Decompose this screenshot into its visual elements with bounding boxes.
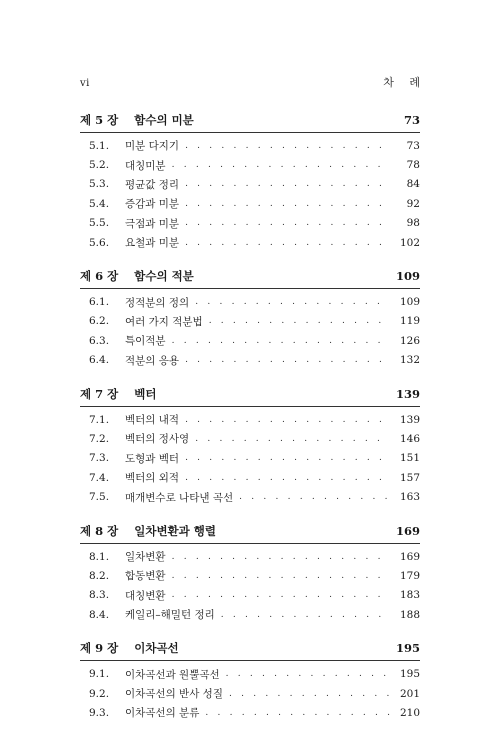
chapter-title-group — [80, 268, 194, 284]
section-number: 8.3. — [89, 589, 110, 602]
section-page-number: 78 — [406, 159, 420, 172]
section-page-number: 102 — [399, 236, 420, 249]
chapter-number: 제 6 장 — [80, 269, 119, 284]
chapter-number: 제 9 장 — [80, 641, 119, 656]
section-number: 9.1. — [89, 668, 110, 681]
section-number: 9.2. — [89, 687, 110, 700]
dot-leader — [209, 316, 390, 326]
chapter-page-number: 73 — [403, 113, 420, 127]
section-number: 7.3. — [89, 452, 110, 465]
section-number: 7.5. — [89, 491, 110, 504]
chapter-page-number: 139 — [395, 386, 420, 401]
dot-leader — [229, 689, 390, 699]
section-number: 6.3. — [89, 334, 110, 347]
section-page-number: 132 — [399, 354, 420, 367]
chapter-heading[interactable] — [80, 110, 420, 133]
dot-leader — [221, 610, 390, 620]
toc-section-entry[interactable] — [80, 233, 420, 252]
section-number: 6.4. — [89, 354, 110, 367]
toc-section-entry[interactable] — [80, 292, 420, 311]
toc-section-entry[interactable] — [80, 429, 420, 448]
toc-section-entry[interactable] — [80, 136, 420, 155]
chapter-heading[interactable] — [80, 384, 420, 407]
toc-section-entry[interactable] — [80, 605, 420, 624]
section-number: 6.2. — [89, 315, 110, 328]
section-page-number: 179 — [399, 569, 420, 582]
toc-section-entry[interactable] — [80, 684, 420, 703]
section-number: 5.5. — [89, 217, 110, 230]
toc-section-entry[interactable] — [80, 351, 420, 370]
section-number: 5.1. — [89, 139, 110, 152]
dot-leader — [195, 297, 390, 307]
section-title: 이차곡선과 원뿔곡선 — [125, 668, 220, 681]
toc-section-entry[interactable] — [80, 547, 420, 566]
section-page-number: 201 — [399, 687, 420, 700]
section-number: 9.3. — [89, 706, 110, 719]
section-number: 8.1. — [89, 550, 110, 563]
toc-section-entry[interactable] — [80, 449, 420, 468]
chapter-page-number: 195 — [395, 641, 420, 656]
toc-section-entry[interactable] — [80, 155, 420, 174]
chapter-page-number: 109 — [395, 269, 420, 284]
section-number: 8.2. — [89, 569, 110, 582]
toc-chapter — [80, 521, 420, 625]
chapter-number: 제 8 장 — [80, 523, 119, 538]
chapter-title-group — [80, 640, 179, 656]
dot-leader — [205, 708, 390, 718]
dot-leader — [185, 199, 390, 209]
chapter-title-group — [80, 112, 194, 128]
toc-section-entry[interactable] — [80, 331, 420, 350]
section-page-number: 157 — [399, 471, 420, 484]
dot-leader — [185, 238, 390, 248]
dot-leader — [172, 552, 390, 562]
section-title: 벡터의 내적 — [125, 414, 180, 427]
section-title: 벡터의 외적 — [125, 472, 180, 485]
chapter-title: 벡터 — [134, 386, 157, 401]
page-header — [80, 74, 426, 90]
section-page-number: 183 — [399, 589, 420, 602]
section-page-number: 139 — [399, 413, 420, 426]
section-page-number: 146 — [399, 432, 420, 445]
section-page-number: 210 — [399, 706, 420, 719]
section-title: 일차변환 — [125, 551, 166, 564]
section-title: 케일리–해밀턴 정리 — [125, 609, 215, 622]
section-title: 적분의 응용 — [125, 354, 180, 367]
section-page-number: 119 — [399, 315, 420, 328]
dot-leader — [185, 453, 390, 463]
toc-section-entry[interactable] — [80, 468, 420, 487]
section-page-number: 98 — [406, 217, 420, 230]
section-page-number: 169 — [399, 550, 420, 563]
section-title: 정적분의 정의 — [125, 296, 190, 309]
header-title: 차 례 — [383, 76, 426, 89]
section-number: 5.3. — [89, 178, 110, 191]
dot-leader — [185, 415, 390, 425]
toc-section-entry[interactable] — [80, 566, 420, 585]
chapter-title-group — [80, 386, 156, 402]
toc-section-entry[interactable] — [80, 487, 420, 506]
dot-leader — [172, 336, 390, 346]
section-number: 8.4. — [89, 608, 110, 621]
section-page-number: 151 — [399, 452, 420, 465]
toc-section-entry[interactable] — [80, 586, 420, 605]
section-title: 미분 다지기 — [125, 140, 180, 153]
section-number: 5.6. — [89, 236, 110, 249]
section-title: 특이적분 — [125, 335, 166, 348]
chapter-title: 함수의 미분 — [134, 113, 194, 127]
section-number: 5.2. — [89, 159, 110, 172]
table-of-contents — [80, 110, 420, 737]
chapter-title: 함수의 적분 — [134, 269, 194, 284]
toc-section-entry[interactable] — [80, 312, 420, 331]
section-title: 대칭변환 — [125, 589, 166, 602]
section-title: 이차곡선의 분류 — [125, 707, 200, 720]
chapter-heading[interactable] — [80, 521, 420, 544]
dot-leader — [185, 141, 390, 151]
chapter-title-group — [80, 523, 216, 539]
dot-leader — [185, 355, 390, 365]
section-title: 여러 가지 적분법 — [125, 315, 203, 328]
section-page-number: 163 — [399, 491, 420, 504]
section-number: 7.2. — [89, 432, 110, 445]
section-title: 요철과 미분 — [125, 237, 180, 250]
dot-leader — [195, 434, 390, 444]
section-page-number: 109 — [399, 296, 420, 309]
section-title: 벡터의 정사영 — [125, 433, 190, 446]
section-number: 5.4. — [89, 197, 110, 210]
dot-leader — [226, 669, 390, 679]
dot-leader — [172, 590, 390, 600]
section-title: 매개변수로 나타낸 곡선 — [125, 491, 234, 504]
toc-section-entry[interactable] — [80, 175, 420, 194]
chapter-page-number: 169 — [395, 523, 420, 538]
chapter-title: 이차곡선 — [134, 641, 179, 656]
toc-section-entry[interactable] — [80, 410, 420, 429]
toc-section-entry[interactable] — [80, 194, 420, 213]
section-number: 7.4. — [89, 471, 110, 484]
section-page-number: 126 — [399, 334, 420, 347]
section-page-number: 84 — [406, 178, 420, 191]
dot-leader — [185, 473, 390, 483]
dot-leader — [185, 179, 390, 189]
chapter-heading[interactable] — [80, 638, 420, 661]
toc-chapter — [80, 266, 420, 370]
chapter-number: 제 7 장 — [80, 386, 119, 401]
toc-section-entry[interactable] — [80, 703, 420, 722]
dot-leader — [172, 160, 390, 170]
chapter-title: 일차변환과 행렬 — [134, 523, 217, 538]
section-title: 도형과 벡터 — [125, 452, 180, 465]
toc-section-entry[interactable] — [80, 214, 420, 233]
section-title: 이차곡선의 반사 성질 — [125, 688, 223, 700]
section-page-number: 92 — [406, 197, 420, 210]
dot-leader — [172, 571, 390, 581]
section-page-number: 195 — [399, 668, 420, 681]
toc-section-entry[interactable] — [80, 664, 420, 683]
section-number: 6.1. — [89, 296, 110, 309]
section-title: 평균값 정리 — [125, 178, 180, 191]
toc-chapter — [80, 110, 420, 252]
section-page-number: 73 — [406, 139, 420, 152]
chapter-heading[interactable] — [80, 266, 420, 289]
chapter-number: 제 5 장 — [80, 113, 119, 127]
section-title: 증감과 미분 — [125, 198, 180, 211]
toc-chapter — [80, 384, 420, 507]
section-page-number: 188 — [399, 608, 420, 621]
page-number-roman: vi — [80, 78, 90, 89]
section-title: 합동변환 — [125, 570, 166, 583]
dot-leader — [185, 218, 390, 228]
dot-leader — [239, 492, 390, 502]
toc-chapter — [80, 638, 420, 722]
section-title: 극점과 미분 — [125, 217, 180, 230]
section-number: 7.1. — [89, 413, 110, 426]
section-title: 대칭미분 — [125, 159, 166, 172]
